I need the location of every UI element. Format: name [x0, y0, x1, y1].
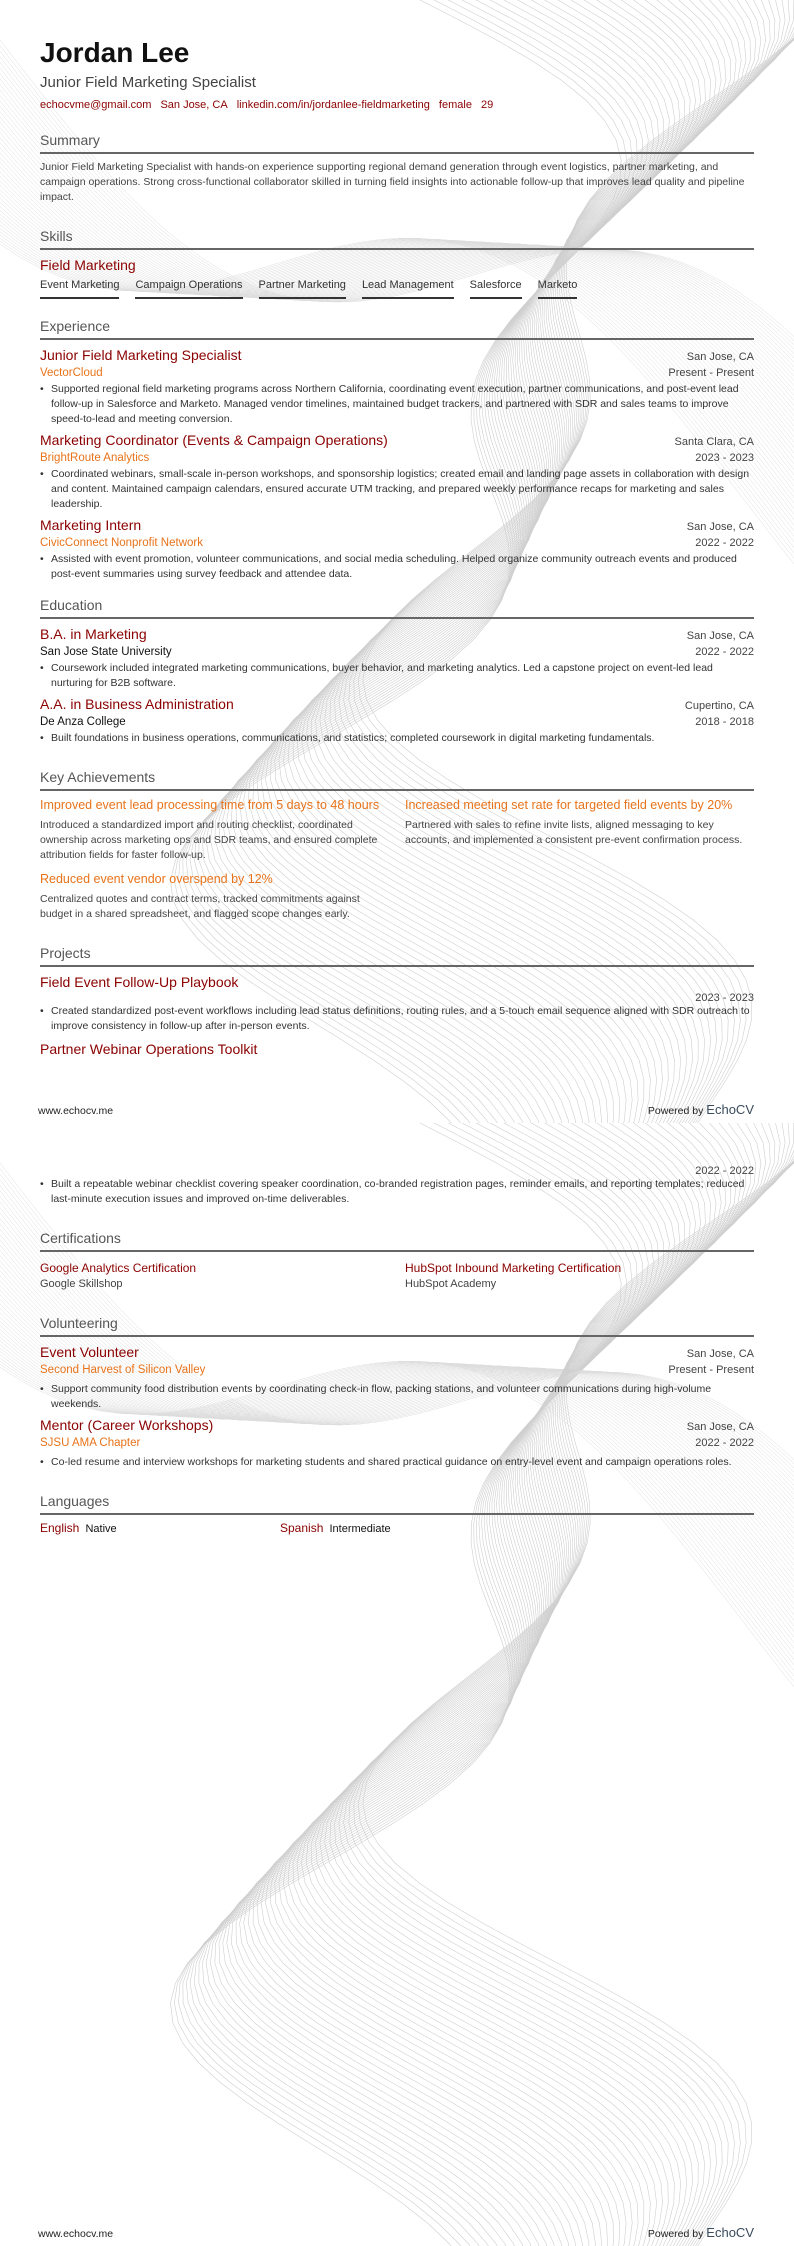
edu-location: San Jose, CA	[686, 630, 754, 642]
edu-location: Cupertino, CA	[684, 700, 754, 712]
achievement-text: Introduced a standardized import and routing checklist, coordinated ownership across marketing ops and SDR teams, and ensured complete attribution fields for faster follow-up.	[40, 819, 378, 861]
summary-text: Junior Field Marketing Specialist with hands-on experience supporting regional demand generation through event logistics, partner marketing, and campaign operations. Strong cross-functional collaborator skilled in turning field insights into actionable follow-up that improves lead quality and pipeline impact.	[40, 161, 745, 203]
achievement-title: Improved event lead processing time from 5 days to 48 hours	[40, 798, 380, 812]
section-heading: Projects	[40, 944, 754, 967]
volunteer-dates: 2022 - 2022	[695, 1437, 754, 1449]
projects-section	[40, 944, 754, 1059]
volunteering-section	[40, 1314, 754, 1470]
project-dates: 2022 - 2022	[695, 1165, 754, 1177]
page-2	[0, 1123, 794, 2246]
volunteer-location: San Jose, CA	[686, 1348, 754, 1360]
volunteer-role: Event Volunteer	[40, 1344, 139, 1360]
skill-tag: Salesforce	[470, 279, 522, 299]
job-title: Marketing Coordinator (Events & Campaign Operations)	[40, 432, 388, 448]
candidate-name: Jordan Lee	[40, 37, 190, 68]
achievement-title: Increased meeting set rate for targeted field events by 20%	[405, 798, 733, 812]
skills-section	[40, 227, 754, 299]
brand-logo[interactable]: EchoCV	[706, 1102, 754, 1117]
age: 29	[480, 99, 494, 111]
project-entry	[40, 973, 754, 1034]
language-level: Native	[85, 1523, 117, 1535]
language-name: Spanish	[280, 1521, 324, 1535]
section-heading: Summary	[40, 131, 754, 154]
company: VectorCloud	[40, 367, 103, 379]
brand-logo[interactable]: EchoCV	[706, 2225, 754, 2240]
volunteer-role: Mentor (Career Workshops)	[40, 1417, 214, 1433]
bullet: • Supported regional field marketing programs across Northern California, coordinating event execution, partner communications, and post-event lead follow-up in Salesforce and Marketo. Managed vendor timelines, maintained budget trackers, and partnered with SDR and sales teams to improve speed-to-lead and meeting conversion.	[40, 382, 754, 427]
job-dates: Present - Present	[668, 367, 754, 379]
section-heading: Skills	[40, 227, 754, 250]
achievements-section	[40, 768, 754, 930]
section-heading: Languages	[40, 1492, 754, 1515]
company: CivicConnect Nonprofit Network	[40, 537, 203, 549]
job-dates: 2023 - 2023	[695, 452, 754, 464]
certifications-section	[40, 1229, 754, 1292]
cert-issuer: HubSpot Academy	[405, 1278, 497, 1290]
volunteer-entry	[40, 1343, 754, 1412]
bullet: • Built a repeatable webinar checklist covering speaker coordination, co-branded registration pages, reminder emails, and reporting templates; reduced last-minute execution issues and improved on-time deliverables.	[40, 1177, 754, 1207]
achievement-text: Centralized quotes and contract terms, tracked commitments against budget in a shared spreadsheet, and flagged scope changes early.	[40, 893, 360, 920]
gender: female	[438, 99, 472, 111]
certification	[405, 1260, 754, 1292]
bullet: • Assisted with event promotion, volunteer communications, and social media scheduling. Helped organize community outreach events and produced post-event summaries using survey feedback and attendee data.	[40, 552, 754, 582]
languages-section	[40, 1492, 754, 1535]
project-dates: 2023 - 2023	[695, 992, 754, 1004]
experience-entry	[40, 346, 754, 427]
edu-dates: 2018 - 2018	[695, 716, 754, 728]
bullet: • Created standardized post-event workflows including lead status definitions, routing rules, and a 5-touch email sequence aligned with SDR outreach to improve consistency in follow-up after in-person events.	[40, 1004, 754, 1034]
candidate-title: Junior Field Marketing Specialist	[40, 74, 256, 91]
volunteer-entry	[40, 1416, 754, 1470]
volunteer-org: SJSU AMA Chapter	[40, 1437, 141, 1449]
skill-tag: Partner Marketing	[259, 279, 346, 299]
section-heading: Education	[40, 596, 754, 619]
job-location: San Jose, CA	[686, 351, 754, 363]
job-title: Marketing Intern	[40, 517, 142, 533]
job-title: Junior Field Marketing Specialist	[40, 347, 242, 363]
bullet: • Co-led resume and interview workshops for marketing students and shared practical guidance on entry-level event and campaign operations roles.	[40, 1455, 754, 1470]
project-entry	[40, 1040, 754, 1059]
linkedin-link[interactable]: linkedin.com/in/jordanlee-fieldmarketing	[236, 99, 430, 111]
language-level: Intermediate	[329, 1523, 391, 1535]
project-entry-continued	[40, 1165, 754, 1207]
achievement	[40, 871, 389, 922]
experience-entry	[40, 516, 754, 582]
project-title: Partner Webinar Operations Toolkit	[40, 1041, 258, 1057]
cert-name: Google Analytics Certification	[40, 1261, 197, 1275]
experience-entry	[40, 431, 754, 512]
skill-tag: Event Marketing	[40, 279, 119, 299]
school: San Jose State University	[40, 646, 172, 658]
school: De Anza College	[40, 716, 126, 728]
achievement-title: Reduced event vendor overspend by 12%	[40, 872, 273, 886]
achievement-text: Partnered with sales to refine invite lists, aligned messaging to key accounts, and implemented a consistent pre-event confirmation process.	[405, 819, 743, 846]
experience-section	[40, 317, 754, 582]
degree: B.A. in Marketing	[40, 626, 147, 642]
bullet: • Coordinated webinars, small-scale in-person workshops, and sponsorship logistics; created email and landing page assets in collaboration with design and content. Maintained campaign calendars, ensured accurate UTM tracking, and prepared weekly performance recaps for marketing and sales leadership.	[40, 467, 754, 512]
summary-section	[40, 131, 754, 205]
edu-dates: 2022 - 2022	[695, 646, 754, 658]
volunteer-location: San Jose, CA	[686, 1421, 754, 1433]
job-location: Santa Clara, CA	[674, 436, 754, 448]
cert-name: HubSpot Inbound Marketing Certification	[405, 1261, 622, 1275]
achievement	[40, 797, 389, 863]
bullet: • Coursework included integrated marketing communications, buyer behavior, and marketing analytics. Led a capstone project on event-led lead nurturing for B2B software.	[40, 661, 754, 691]
education-entry	[40, 625, 754, 691]
skill-tag: Marketo	[538, 279, 578, 299]
footer-site-link[interactable]: www.echocv.me	[38, 2228, 114, 2240]
section-heading: Certifications	[40, 1229, 754, 1252]
degree: A.A. in Business Administration	[40, 696, 234, 712]
education-section	[40, 596, 754, 746]
powered-by: Powered by	[647, 1105, 704, 1117]
company: BrightRoute Analytics	[40, 452, 150, 464]
cert-issuer: Google Skillshop	[40, 1278, 123, 1290]
job-dates: 2022 - 2022	[695, 537, 754, 549]
bullet: • Support community food distribution events by coordinating check-in flow, packing stations, and volunteer communications during high-volume weekends.	[40, 1382, 754, 1412]
footer-site-link[interactable]: www.echocv.me	[38, 1105, 114, 1117]
language-name: English	[40, 1521, 80, 1535]
education-entry	[40, 695, 754, 746]
volunteer-org: Second Harvest of Silicon Valley	[40, 1364, 206, 1376]
powered-by: Powered by	[647, 2228, 704, 2240]
section-heading: Experience	[40, 317, 754, 340]
email-link[interactable]: echocvme@gmail.com	[40, 99, 152, 111]
job-location: San Jose, CA	[686, 521, 754, 533]
section-heading: Key Achievements	[40, 768, 754, 791]
bullet: • Built foundations in business operations, communications, and statistics; completed coursework in digital marketing fundamentals.	[40, 731, 754, 746]
skill-tag: Campaign Operations	[135, 279, 242, 299]
volunteer-dates: Present - Present	[668, 1364, 754, 1376]
page-footer	[38, 2225, 754, 2240]
certification	[40, 1260, 389, 1292]
section-heading: Volunteering	[40, 1314, 754, 1337]
skill-group-title: Field Marketing	[40, 257, 136, 273]
skill-tag: Lead Management	[362, 279, 454, 299]
page-footer	[38, 1102, 754, 1117]
location: San Jose, CA	[160, 99, 228, 111]
achievement	[405, 797, 754, 863]
contact-line	[40, 99, 754, 111]
project-title: Field Event Follow-Up Playbook	[40, 974, 239, 990]
